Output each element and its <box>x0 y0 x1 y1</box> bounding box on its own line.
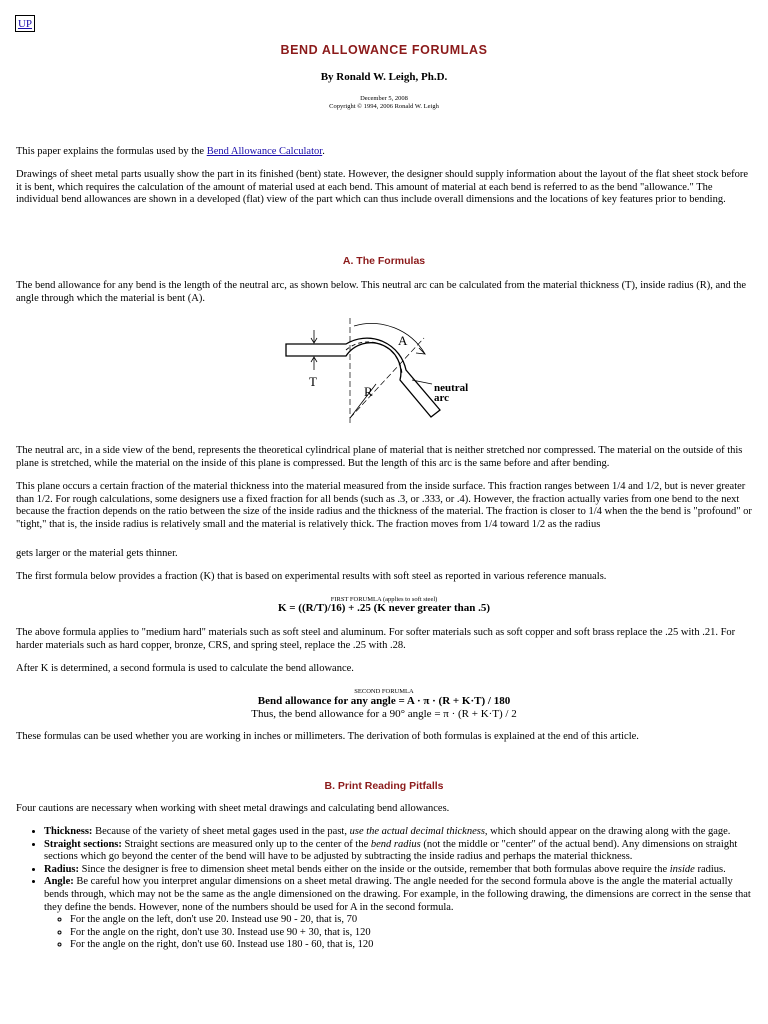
label-neutral: neutral <box>434 382 469 394</box>
section-a-paragraph-2: The neutral arc, in a side view of the bend, represents the theoretical cylindrical plane of material that is neither stretched nor compressed. The material on the outside of this plane is stretched, while the material on the inside of this plane is compressed. But the length of this arc is the same before and after bending. <box>16 445 743 469</box>
section-a-paragraph-3: This plane occurs a certain fraction of the material thickness into the material measured from the inside surface. This fraction ranges between 1/4 and 1/2, but is never greater than 1/2. For rough calculations, some designers use a fixed fraction for all bends (such as .3, or .333, or .4). However, the fraction actually varies from one bend to the next because the fraction depends on the ratio between the size of the inside radius and the thickness of the material. The fraction is closer to 1/4 when the the bend is "profound" or "tight," that is, the inside radius is relatively small and the material is relatively thick. The fraction moves from 1/4 toward 1/2 as the radius <box>16 481 752 530</box>
intro-text: This paper explains the formulas used by the <box>16 146 207 157</box>
item-emphasis: bend radius <box>370 838 421 850</box>
sublist-item: ◦ For the angle on the left, don't use 20. Instead use 90 - 20, that is, 70 <box>70 914 752 927</box>
up-link[interactable]: UP <box>17 17 33 30</box>
section-b-paragraph-1: Four cautions are necessary when working with sheet metal drawings and calculating bend allowances. <box>16 803 450 814</box>
item-text: Because of the variety of sheet metal gages used in the past, <box>92 826 350 837</box>
angle-arrowhead <box>416 348 425 354</box>
formula2-caption: SECOND FORUMLA <box>354 688 414 695</box>
section-a-paragraph-7: These formulas can be used whether you are working in inches or millimeters. The derivation of both formulas is explained at the end of this article. <box>16 731 639 742</box>
label-a: A <box>398 333 408 348</box>
list-item <box>44 826 752 839</box>
label-t: T <box>309 374 317 389</box>
item-text: (not the middle or "center" of the actual bend). Any dimensions on straight sections which go beyond the center of the bend will have to be adjusted by subtracting the inside radius and perhaps the material thickness. <box>44 838 738 863</box>
sublist-item: ◦ For the angle on the right, don't use 30. Instead use 90 + 30, that is, 120 <box>70 927 752 940</box>
pitfalls-list <box>16 826 752 952</box>
section-a-paragraph-4: The first formula below provides a fraction (K) that is based on experimental results with soft steel as reported in various reference manuals. <box>16 571 607 582</box>
page-title: BEND ALLOWANCE FORUMLAS <box>280 43 488 57</box>
neutral-arc-pointer <box>412 380 432 384</box>
intro-paragraph-2: Drawings of sheet metal parts usually show the part in its finished (bent) state. However, the designer should supply information about the layout of the flat sheet stock before it is bent, which requires the calculation of the amount of material used at each bend. This amount of material at each bend is referred to as the bend "allowance." The individual bend allowances are shown in a developed (flat) view of the part which can thus include overall dimensions and the locations of key features prior to bending. <box>16 169 749 206</box>
item-emphasis: inside <box>669 863 695 875</box>
up-button[interactable] <box>15 15 35 32</box>
formula1-caption: FIRST FORUMLA (applies to soft steel) <box>330 596 438 603</box>
item-text: radius. <box>694 863 726 875</box>
item-term: Straight sections: <box>44 838 122 850</box>
item-term: Thickness: <box>44 826 93 837</box>
label-r: R <box>364 384 373 399</box>
section-a-paragraph-5: The above formula applies to "medium hard" materials such as soft steel and aluminum. For softer materials such as soft copper and soft brass replace the .25 with .21. For harder materials such as hard copper, bronze, CRS, and spring steel, replace the .25 with .28. <box>16 627 736 651</box>
item-term: Radius: <box>44 863 80 875</box>
intro-text-end: . <box>322 146 325 157</box>
item-term: Angle: <box>44 876 74 888</box>
date: December 5, 2008 <box>360 95 408 102</box>
item-text: Since the designer is free to dimension sheet metal bends either on the inside or the outside, remember that both formulas above require the <box>79 863 670 875</box>
item-text: Straight sections are measured only up to the center of the <box>121 838 371 850</box>
author: By Ronald W. Leigh, Ph.D. <box>320 71 448 83</box>
bend-allowance-calculator-link[interactable]: Bend Allowance Calculator <box>206 146 323 157</box>
sublist-item: ◦ For the angle on the right, don't use 60. Instead use 180 - 60, that is, 120 <box>70 939 752 952</box>
copyright: Copyright © 1994, 2006 Ronald W. Leigh <box>329 103 439 110</box>
section-a-paragraph-3-cont: gets larger or the material gets thinner. <box>16 548 178 559</box>
item-text: Be careful how you interpret angular dimensions on a sheet metal drawing. The angle needed for the second formula above is the angle the material actually bends through, which may not be the same as the angle dimensioned on the drawing. For example, in the following drawing, the dimensions are correct in the sense that they define the bends. However, none of the numbers should be used for A in the second formula. <box>44 876 751 913</box>
formula2-90: Thus, the bend allowance for a 90° angle = π · (R + K·T) / 2 <box>251 708 517 720</box>
section-a-paragraph-1: The bend allowance for any bend is the length of the neutral arc, as shown below. This neutral arc can be calculated from the material thickness (T), inside radius (R), and the angle through which the material is bent (A). <box>16 280 747 304</box>
list-item <box>44 839 752 864</box>
item-text: , which should appear on the drawing along with the gage. <box>484 826 731 837</box>
section-b-heading: B. Print Reading Pitfalls <box>324 780 444 792</box>
section-a-heading: A. The Formulas <box>342 255 426 267</box>
label-arc: arc <box>434 392 450 404</box>
list-item <box>44 876 752 952</box>
formula1: K = ((R/T)/16) + .25 (K never greater than .5) <box>277 602 491 614</box>
list-item <box>44 864 752 877</box>
angle-sublist <box>44 914 752 952</box>
section-a-paragraph-6: After K is determined, a second formula is used to calculate the bend allowance. <box>16 663 354 674</box>
item-emphasis: use the actual decimal thickness <box>349 826 485 837</box>
intro-paragraph <box>16 146 752 159</box>
bend-diagram <box>284 318 494 434</box>
formula2: Bend allowance for any angle = A · π · (R + K·T) / 180 <box>257 695 511 707</box>
